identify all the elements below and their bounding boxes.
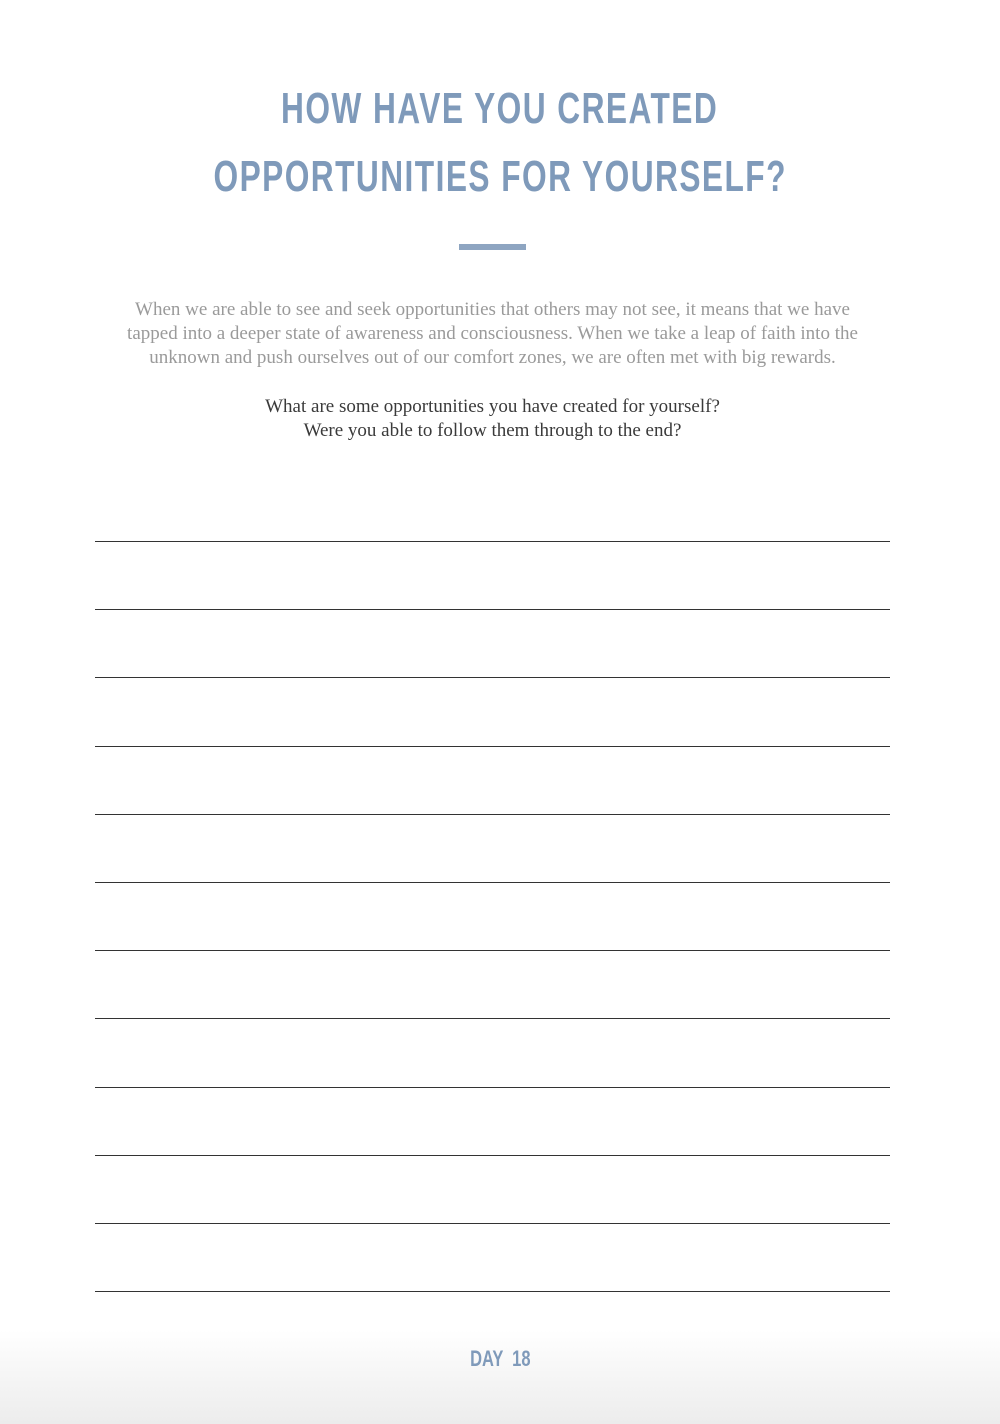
writing-line[interactable]	[95, 1291, 890, 1292]
intro-paragraph: When we are able to see and seek opportunities that others may not see, it means that we have tapped into a deeper state of awareness and consciousness. When we take a leap of faith into the unknown and push ourselves out of our comfort zones, we are often met with big rewards.	[127, 299, 858, 368]
journal-prompt	[150, 395, 835, 443]
writing-line[interactable]	[95, 1223, 890, 1224]
writing-line[interactable]	[95, 1087, 890, 1088]
writing-line[interactable]	[95, 541, 890, 542]
title-text-1: HOW HAVE YOU CREATED	[281, 84, 719, 133]
page-title-line-1	[0, 84, 1000, 134]
writing-line[interactable]	[95, 1155, 890, 1156]
writing-line[interactable]	[95, 746, 890, 747]
day-label	[0, 1346, 1000, 1372]
writing-line[interactable]	[95, 677, 890, 678]
prompt-line-2: Were you able to follow them through to the end?	[303, 420, 682, 441]
page-title-line-2	[0, 152, 1000, 202]
writing-line[interactable]	[95, 1018, 890, 1019]
writing-line[interactable]	[95, 882, 890, 883]
title-text-2: OPPORTUNITIES FOR YOURSELF?	[213, 152, 787, 201]
title-divider	[459, 244, 526, 250]
writing-line[interactable]	[95, 609, 890, 610]
writing-line[interactable]	[95, 814, 890, 815]
writing-line[interactable]	[95, 950, 890, 951]
prompt-line-1: What are some opportunities you have created for yourself?	[265, 396, 720, 417]
day-text: DAY 18	[469, 1346, 531, 1371]
